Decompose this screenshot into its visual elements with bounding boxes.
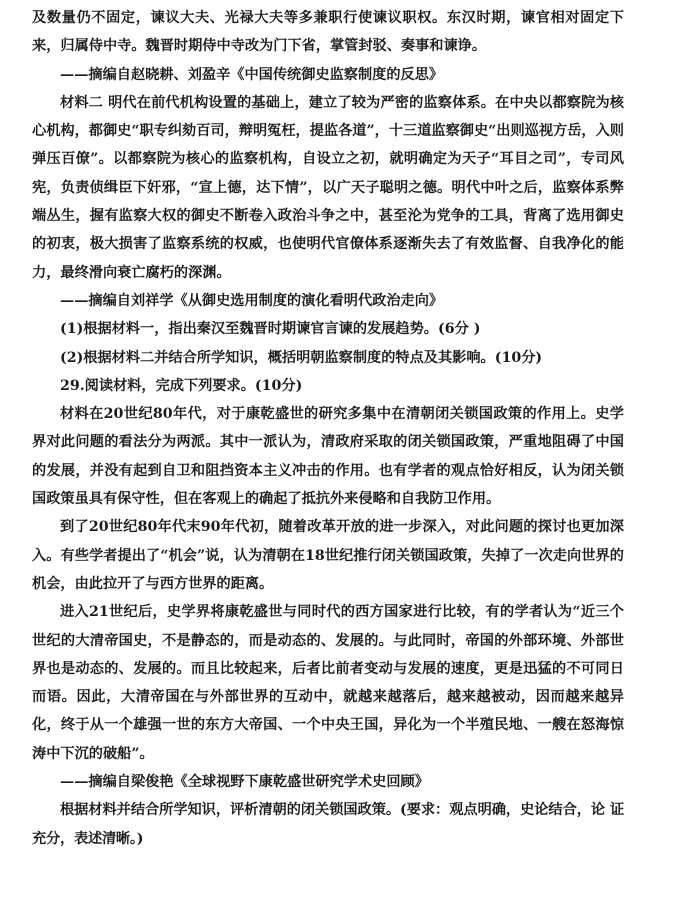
source-citation: ——摘编自赵晓耕、刘盈辛《中国传统御史监察制度的反思》 [60, 66, 444, 83]
source-citation: ——摘编自刘祥学《从御史选用制度的演化看明代政治走向》 [60, 292, 444, 309]
material-two-paragraph: 材料二 明代在前代机构设置的基础上，建立了较为严密的监察体系。在中央以都察院为核心机构，都御史“职专纠劾百司，辩明冤枉，提监各道”，十三道监察御史“出则巡视方岳，入则弹压百僚”。以都察院为核心的监察机构，自设立之初，就明确定为天子“耳目之司”，专司风宪，负责侦缉臣下奸邪，“宣上德，达下情”，以广天子聪明之德。明代中叶之后，监察体系弊端丛生，握有监察大权的御史不断卷入政治斗争之中，甚至沦为党争的工具，背离了选用御史的初衷，极大损害了监察系统的权威，也使明代官僚体系逐渐失去了有效监督、自我净化的能力，最终滑向衰亡腐朽的深渊。 [32, 94, 624, 281]
question-1: (1)根据材料一，指出秦汉至魏晋时期谏官言谏的发展趋势。(6分 ) [60, 321, 481, 338]
material-paragraph: 到了20世纪80年代末90年代初，随着改革开放的进一步深入，对此问题的探讨也更加深入。有些学者提出了“机会”说，认为清朝在18世纪推行闭关锁国政策，失掉了一次走向世界的机会，由此拉开了与西方世界的距离。 [32, 519, 624, 592]
material-paragraph: 进入21世纪后，史学界将康乾盛世与同时代的西方国家进行比较，有的学者认为“近三个世纪的大清帝国史，不是静态的，而是动态的、发展的。与此同时，帝国的外部环境、外部世界也是动态的、发展的。而且比较起来，后者比前者变动与发展的速度，更是迅猛的不可同日而语。因此，大清帝国在与外部世界的互动中，就越来越落后，越来越被动，因而越来越异化，终于从一个雄强一世的东方大帝国、一个中央王国，异化为一个半殖民地、一艘在怒海惊涛中下沉的破船”。 [32, 604, 624, 762]
source-citation: ——摘编自梁俊艳《全球视野下康乾盛世研究学术史回顾》 [60, 774, 429, 791]
material-paragraph: 材料在20世纪80年代，对于康乾盛世的研究多集中在清朝闭关锁国政策的作用上。史学界对此问题的看法分为两派。其中一派认为，清政府采取的闭关锁国政策，严重地阻碍了中国的发展，并没有起到自卫和阻挡资本主义冲击的作用。也有学者的观点恰好相反，认为闭关锁国政策虽具有保守性，但在客观上的确起了抵抗外来侵略和自我防卫作用。 [32, 406, 624, 508]
paragraph-intro: 及数量仍不固定，谏议大夫、光禄大夫等多兼职行使谏议职权。东汉时期，谏官相对固定下来，归属侍中寺。魏晋时期侍中寺改为门下省，掌管封驳、奏事和谏诤。 [32, 10, 624, 55]
question-29-heading: 29.阅读材料，完成下列要求。(10分) [60, 377, 303, 394]
exam-page [32, 4, 624, 853]
question-2: (2)根据材料二并结合所学知识，概括明朝监察制度的特点及其影响。(10分) [60, 349, 543, 366]
question-prompt: 根据材料并结合所学知识，评析清朝的闭关锁国政策。(要求：观点明确，史论结合，论 证充分，表述清晰。) [32, 802, 624, 847]
